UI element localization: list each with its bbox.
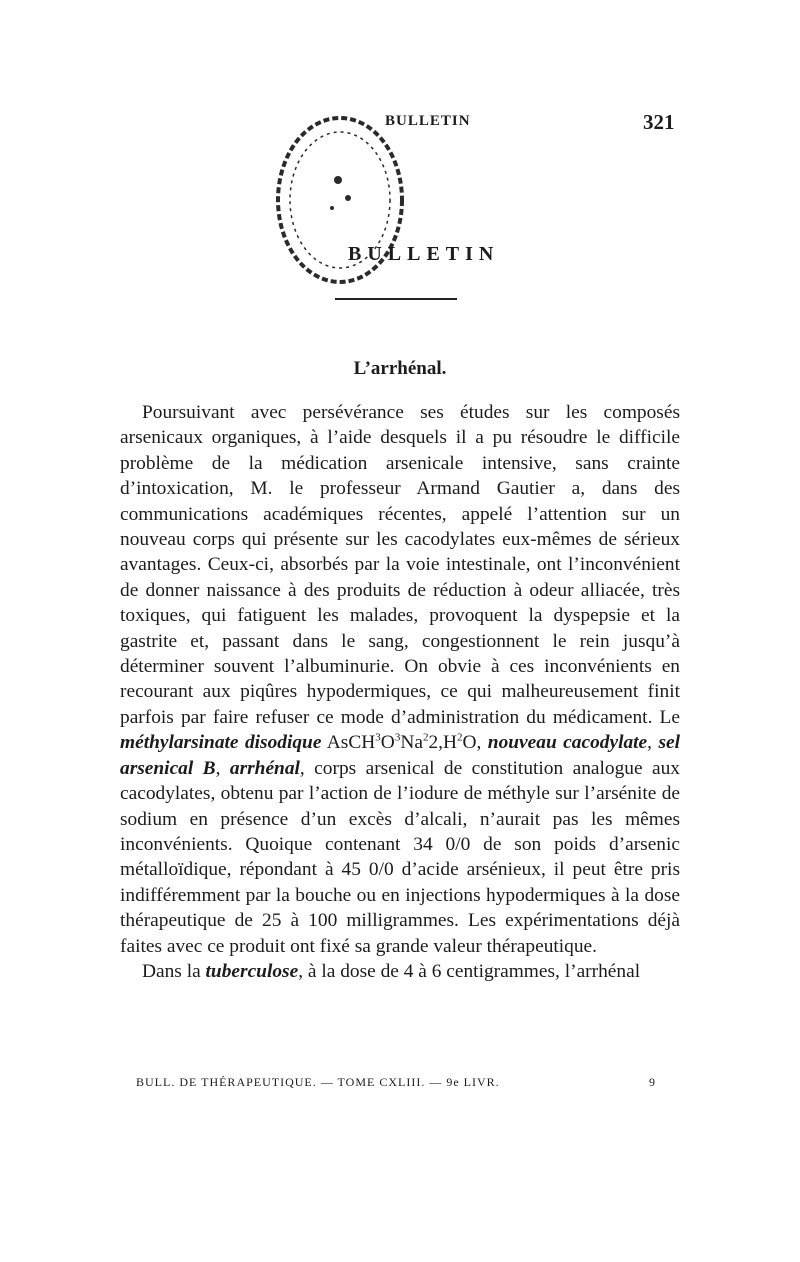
paragraph-1-text-b: , corps arsenical de constitution analogue aux cacodylates, obtenu par l’action de l’iodure de méthyle sur l’arsénite de sodium en présence d’un excès d’alcali, n’aurait pas les mêmes inconvénients. Quoique contenant 34 0/0 de son poids d’arsenic métalloïdique, répondant à 45 0/0 d’acide arsénieux, il peut être pris indifféremment par la bouche ou en injections hypodermiques à la dose thérapeutique de 25 à 100 milligrammes. Les expérimentations déjà faites avec ce produit ont fixé sa grande valeur thérapeutique.	[120, 757, 680, 957]
formula-part-e: O,	[462, 732, 488, 754]
footer-signature: 9	[649, 1075, 656, 1089]
footer-journal: BULL. DE THÉRAPEUTIQUE. — TOME CXLIII. — 9e LIVR.	[136, 1075, 500, 1089]
term-arrhenal: arrhénal	[229, 757, 300, 779]
paragraph-2-text-b: , à la dose de 4 à 6 centigrammes, l’arrhénal	[298, 960, 641, 982]
section-heading: BULLETIN	[348, 243, 500, 265]
separator-2: ,	[215, 757, 230, 779]
formula-part-c: Na	[400, 732, 423, 754]
term-tuberculose: tuberculose	[205, 960, 299, 982]
paragraph-2	[120, 959, 680, 984]
page-number: 321	[643, 110, 675, 134]
paragraph-2-text-a: Dans la	[142, 960, 206, 982]
formula-part-a: AsCH	[321, 732, 376, 754]
formula-part-d: 2,H	[428, 732, 457, 754]
paragraph-1	[120, 400, 680, 959]
running-head: BULLETIN	[385, 113, 471, 129]
formula-sup-2: 3	[394, 731, 401, 744]
library-stamp-icon	[268, 108, 418, 318]
article-title: L’arrhénal.	[353, 358, 447, 379]
formula-sup-1: 3	[375, 731, 381, 744]
paragraph-1-text-a: Poursuivant avec persévérance ses études sur les composés arsenicaux organiques, à l’aide desquels il a pu résoudre le difficile problème de la médication arsenicale intensive, sans crainte d’intoxication, M. le professeur Armand Gautier a, dans des communications académiques récentes, appelé l’attention sur un nouveau corps qui présente sur les cacodylates eux-mêmes de sérieux avantages. Ceux-ci, absorbés par la voie intestinale, ont l’inconvénient de donner naissance à des produits de réduction à odeur alliacée, très toxiques, qui fatiguent les malades, provoquent la dyspepsie et la gastrite et, passant dans le sang, congestionnent le rein jusqu’à déterminer souvent l’albuminurie. On obvie à ces inconvénients en recourant aux piqûres hypodermiques, ce qui malheureusement finit parfois par faire refuser ce mode d’administration du médicament. Le	[120, 402, 680, 728]
heading-rule	[335, 298, 457, 300]
term-sel-arsenical: sel arsenical B	[120, 732, 681, 779]
term-nouveau-cacodylate: nouveau cacodylate	[487, 732, 648, 754]
formula-sup-4: 2	[456, 731, 463, 744]
formula-sup-3: 2	[422, 731, 429, 744]
article-body	[120, 400, 680, 984]
page-footer	[136, 1075, 656, 1090]
formula-part-b: O	[380, 732, 395, 754]
term-methylarsinate: méthylarsinate disodique	[120, 732, 322, 754]
separator-1: ,	[647, 732, 659, 754]
